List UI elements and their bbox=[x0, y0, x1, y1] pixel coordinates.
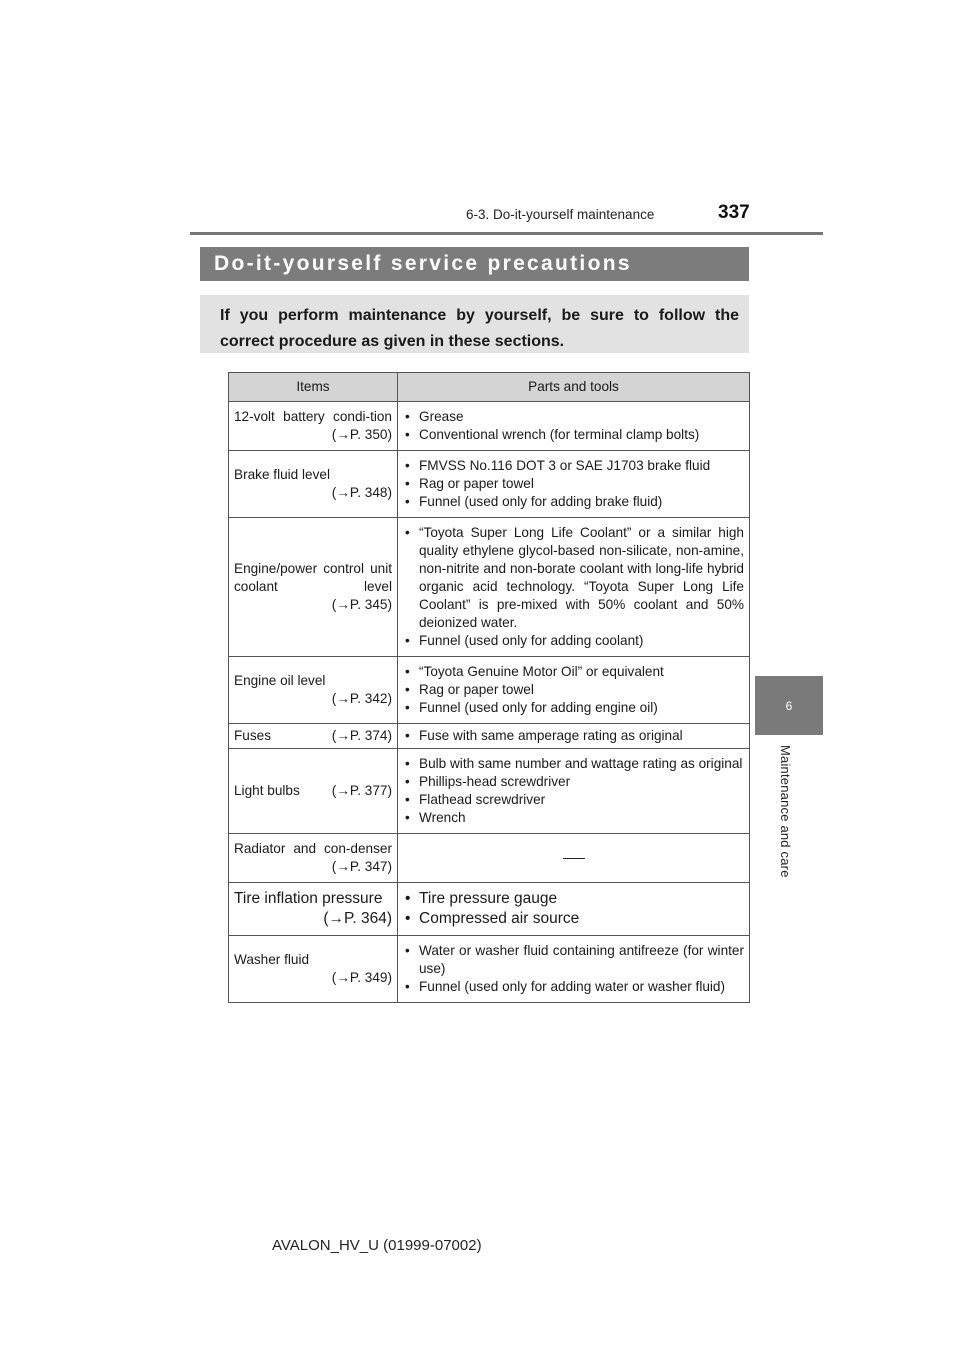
page-reference[interactable]: (→P. 377) bbox=[331, 783, 392, 798]
page-reference[interactable]: (→P. 345) bbox=[331, 597, 392, 612]
section-title: Do-it-yourself service precautions bbox=[214, 252, 632, 275]
page-reference[interactable]: (→P. 347) bbox=[331, 859, 392, 874]
list-item: • Rag or paper towel bbox=[403, 681, 744, 699]
parts-cell bbox=[398, 724, 750, 749]
parts-cell bbox=[398, 834, 750, 883]
parts-cell bbox=[398, 518, 750, 657]
list-item: • Phillips-head screwdriver bbox=[403, 773, 744, 791]
footer-document-code: AVALON_HV_U (01999-07002) bbox=[272, 1237, 482, 1254]
page-reference[interactable]: (→P. 349) bbox=[331, 970, 392, 985]
parts-cell bbox=[398, 936, 750, 1003]
item-name: Tire inflation pressure bbox=[234, 890, 383, 907]
item-cell bbox=[229, 936, 398, 1003]
table-row bbox=[229, 402, 750, 451]
list-item: • Water or washer fluid containing antifreeze (for winter use) bbox=[403, 942, 744, 978]
list-item: • Rag or paper towel bbox=[403, 475, 744, 493]
item-cell bbox=[229, 724, 398, 749]
page-number: 337 bbox=[718, 202, 750, 223]
page-reference[interactable]: (→P. 350) bbox=[331, 427, 392, 442]
parts-cell bbox=[398, 883, 750, 936]
list-item: • Conventional wrench (for terminal clamp bolts) bbox=[403, 426, 744, 444]
item-cell bbox=[229, 518, 398, 657]
item-name: Fuses bbox=[234, 728, 272, 743]
list-item: • Bulb with same number and wattage rating as original bbox=[403, 755, 744, 773]
item-name: Brake fluid level bbox=[234, 467, 330, 482]
item-cell bbox=[229, 402, 398, 451]
page-reference[interactable]: (→P. 342) bbox=[331, 691, 392, 706]
item-name: Radiator and con-denser bbox=[234, 841, 392, 856]
list-item: • Wrench bbox=[403, 809, 744, 827]
intro-text: If you perform maintenance by yourself, be sure to follow the correct procedure as given in these sections. bbox=[220, 307, 739, 350]
parts-cell bbox=[398, 402, 750, 451]
list-item: • Fuse with same amperage rating as original bbox=[403, 727, 744, 745]
list-item: • Flathead screwdriver bbox=[403, 791, 744, 809]
table-row bbox=[229, 749, 750, 834]
table-row bbox=[229, 451, 750, 518]
item-cell bbox=[229, 749, 398, 834]
item-cell bbox=[229, 451, 398, 518]
header-section-title: 6-3. Do-it-yourself maintenance bbox=[466, 207, 655, 222]
section-title-bar bbox=[200, 247, 749, 281]
item-cell bbox=[229, 883, 398, 936]
list-item: • Grease bbox=[403, 408, 744, 426]
table-row bbox=[229, 883, 750, 936]
chapter-tab[interactable] bbox=[755, 676, 823, 735]
item-name: Engine oil level bbox=[234, 673, 326, 688]
list-item: • Funnel (used only for adding coolant) bbox=[403, 632, 744, 650]
intro-box bbox=[200, 295, 749, 353]
table-row bbox=[229, 834, 750, 883]
header-items: Items bbox=[229, 373, 398, 402]
page-reference[interactable]: (→P. 348) bbox=[331, 485, 392, 500]
page-reference[interactable]: (→P. 364) bbox=[323, 910, 392, 927]
parts-cell bbox=[398, 451, 750, 518]
chapter-number: 6 bbox=[785, 698, 793, 713]
item-name: Washer fluid bbox=[234, 952, 310, 967]
list-item: • Compressed air source bbox=[403, 909, 744, 929]
table-header-row bbox=[229, 373, 750, 402]
parts-cell bbox=[398, 657, 750, 724]
parts-cell bbox=[398, 749, 750, 834]
list-item: • Funnel (used only for adding engine oil) bbox=[403, 699, 744, 717]
list-item: • Funnel (used only for adding water or washer fluid) bbox=[403, 978, 744, 996]
item-cell bbox=[229, 657, 398, 724]
page-reference[interactable]: (→P. 374) bbox=[331, 728, 392, 743]
table-row bbox=[229, 936, 750, 1003]
table-row bbox=[229, 724, 750, 749]
not-applicable-dash bbox=[563, 858, 585, 859]
list-item: • “Toyota Genuine Motor Oil” or equivalent bbox=[403, 663, 744, 681]
list-item: • FMVSS No.116 DOT 3 or SAE J1703 brake fluid bbox=[403, 457, 744, 475]
chapter-title: Maintenance and care bbox=[778, 745, 793, 878]
item-name: Engine/power control unit coolant level bbox=[234, 561, 392, 594]
item-cell bbox=[229, 834, 398, 883]
table-row bbox=[229, 518, 750, 657]
table-row bbox=[229, 657, 750, 724]
list-item: • Funnel (used only for adding brake fluid) bbox=[403, 493, 744, 511]
header-divider bbox=[190, 232, 823, 235]
list-item: • “Toyota Super Long Life Coolant” or a similar high quality ethylene glycol-based non-silicate, non-amine, non-nitrite and non-borate coolant with long-life hybrid organic acid technology. “Toyota Super Long Life Coolant” is pre-mixed with 50% coolant and 50% deionized water. bbox=[403, 524, 744, 632]
item-name: 12-volt battery condi-tion bbox=[234, 409, 392, 424]
service-table bbox=[228, 372, 750, 1003]
list-item: • Tire pressure gauge bbox=[403, 889, 744, 909]
item-name: Light bulbs bbox=[234, 783, 300, 798]
header-parts: Parts and tools bbox=[398, 373, 750, 402]
